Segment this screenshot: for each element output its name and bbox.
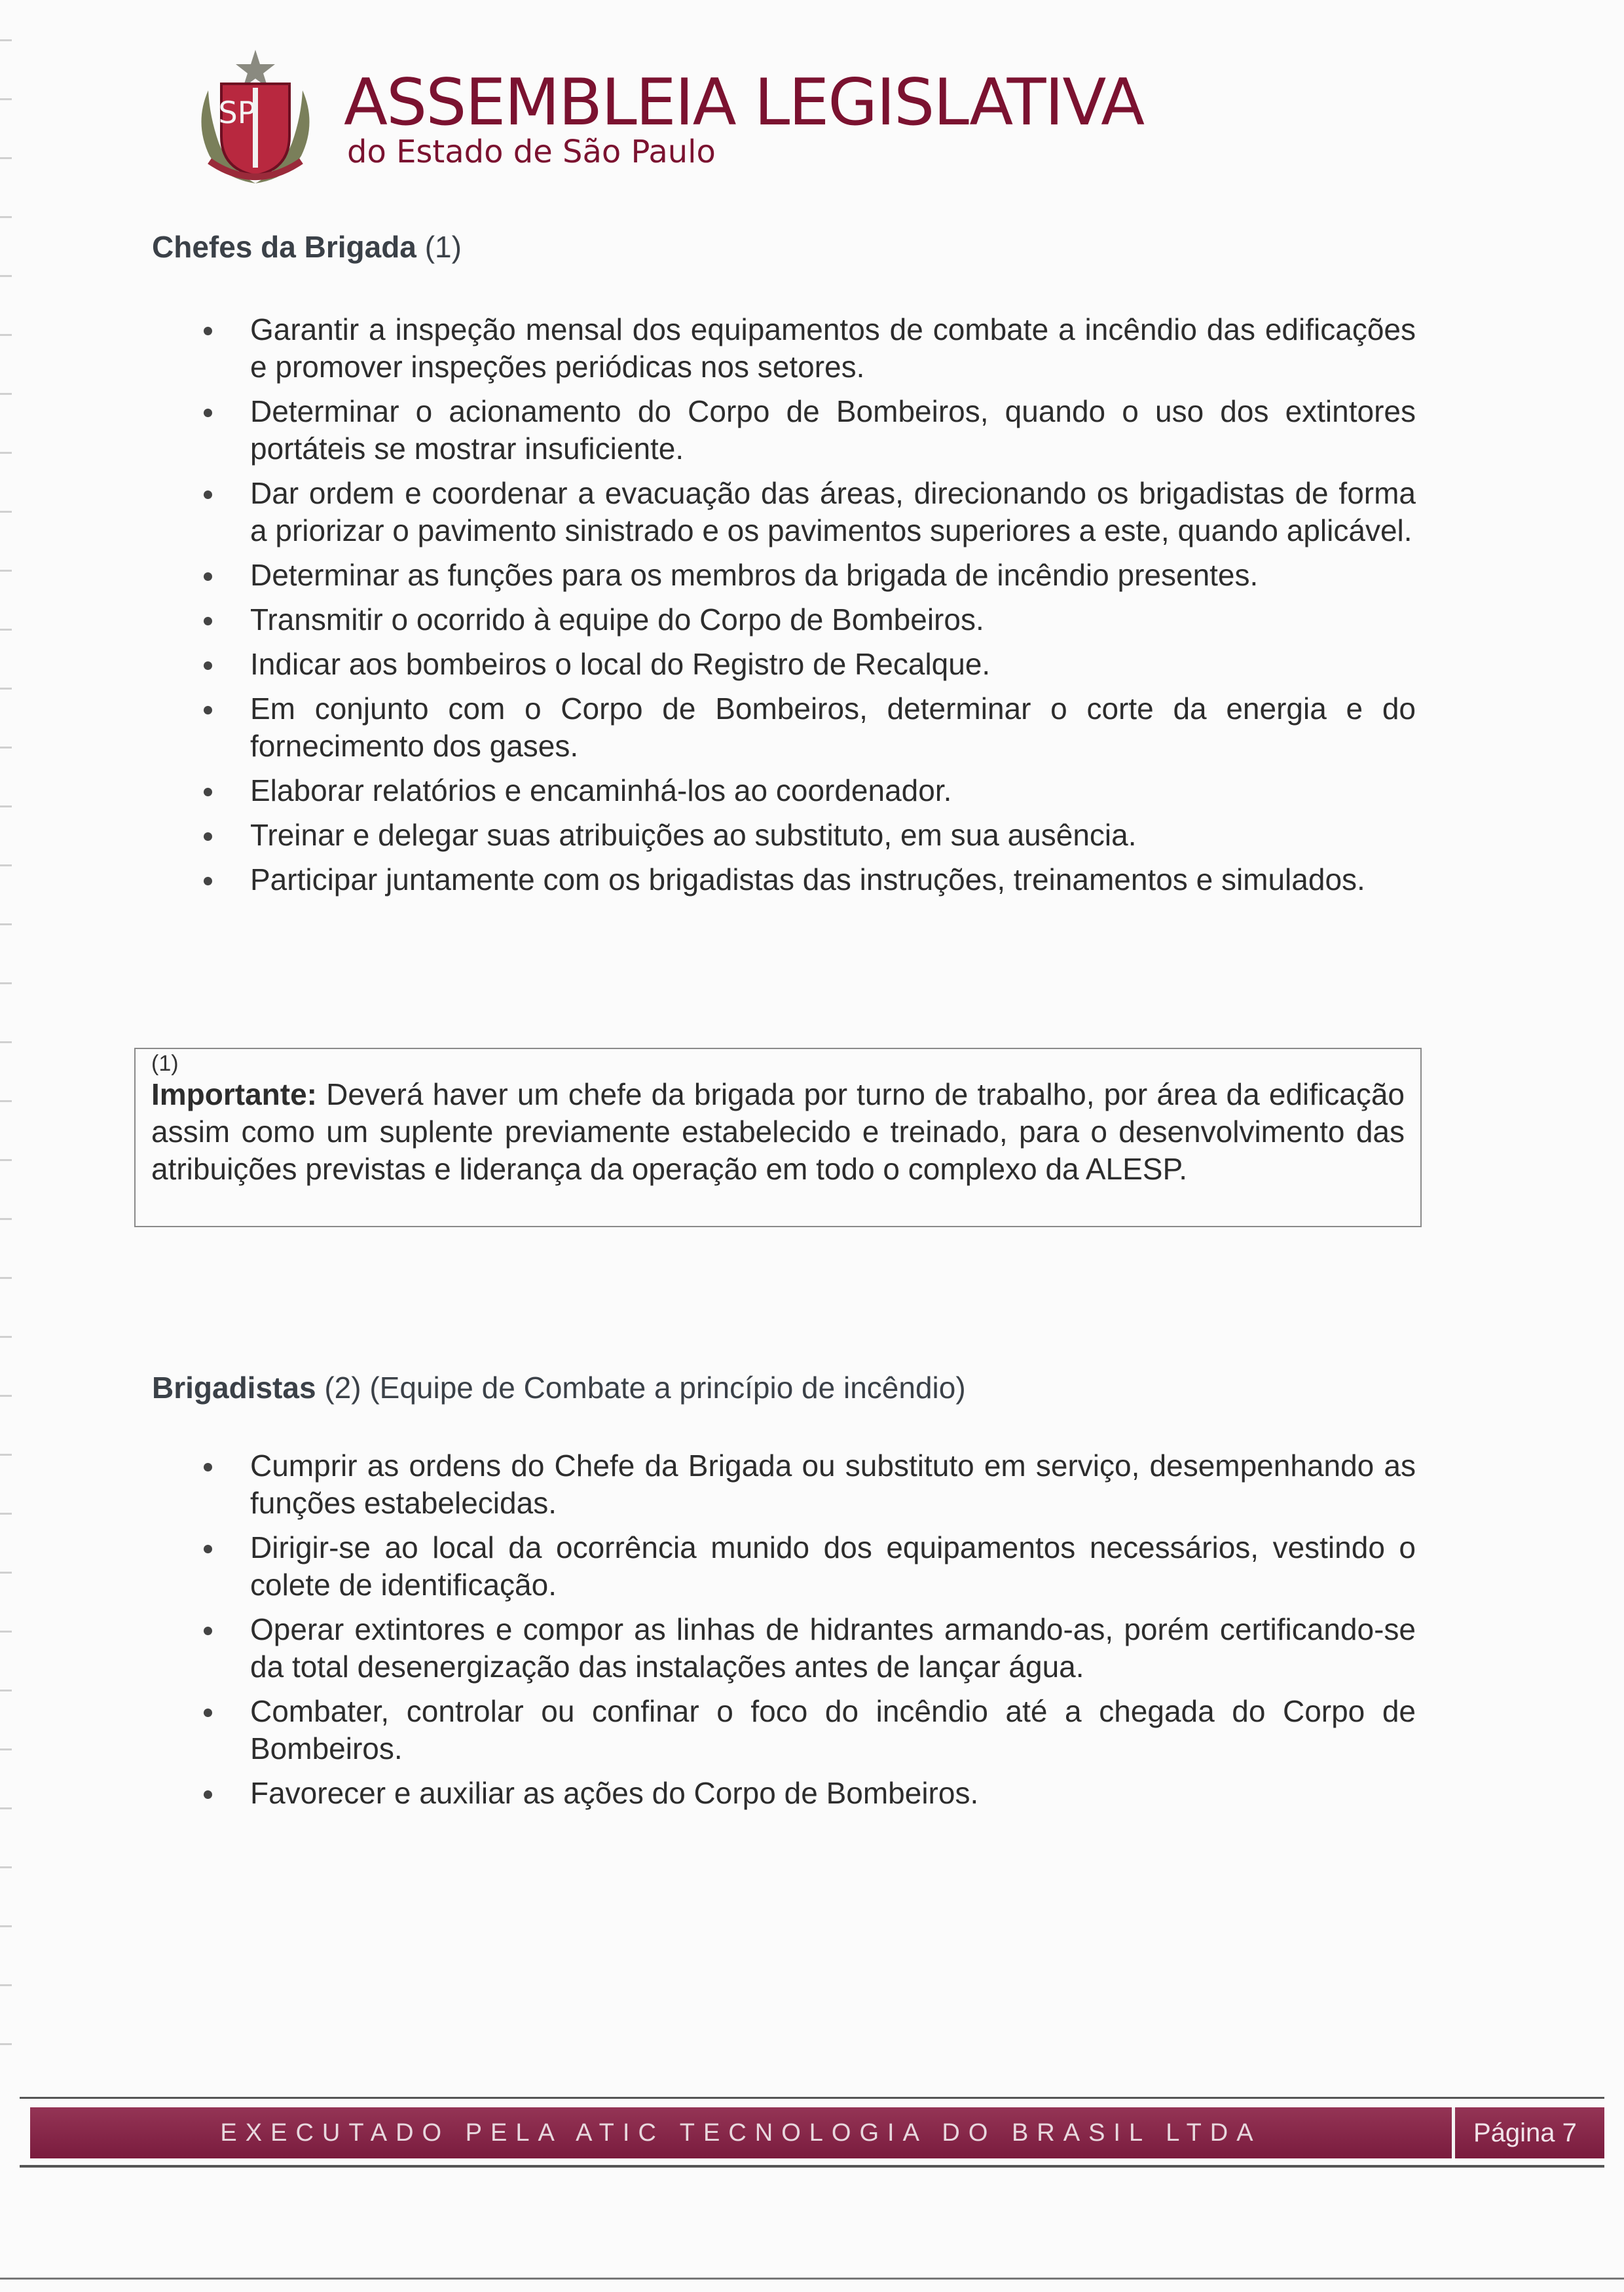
footer-band bbox=[30, 2107, 1604, 2158]
page-bottom-rule bbox=[0, 2278, 1624, 2280]
list-item: Combater, controlar ou confinar o foco do incêndio até a chegada do Corpo de Bombeiros. bbox=[196, 1693, 1416, 1767]
list-item: Dar ordem e coordenar a evacuação das áreas, direcionando os brigadistas de forma a priorizar o pavimento sinistrado e os pavimentos superiores a este, quando aplicável. bbox=[196, 475, 1416, 549]
list-item: Participar juntamente com os brigadistas das instruções, treinamentos e simulados. bbox=[196, 861, 1416, 898]
list-item: Transmitir o ocorrido à equipe do Corpo de Bombeiros. bbox=[196, 601, 1416, 638]
footer-rule-top bbox=[20, 2097, 1604, 2099]
list-item: Garantir a inspeção mensal dos equipamentos de combate a incêndio das edificações e promover inspeções periódicas nos setores. bbox=[196, 311, 1416, 386]
footnote-reference: (2) bbox=[324, 1371, 361, 1405]
document-header bbox=[190, 45, 1144, 202]
chefes-duties-list bbox=[196, 311, 1416, 906]
important-note-box bbox=[134, 1048, 1422, 1227]
page-number: Página 7 bbox=[1473, 2118, 1577, 2147]
section-heading-chefes bbox=[152, 229, 462, 265]
note-label: Importante: bbox=[151, 1077, 317, 1111]
footnote-reference: (1) bbox=[424, 230, 462, 264]
list-item: Determinar o acionamento do Corpo de Bombeiros, quando o uso dos extintores portáteis se mostrar insuficiente. bbox=[196, 393, 1416, 468]
footer-credit: EXECUTADO PELA ATIC TECNOLOGIA DO BRASIL LTDA bbox=[220, 2118, 1262, 2147]
section-title: Brigadistas bbox=[152, 1371, 316, 1405]
section-title: Chefes da Brigada bbox=[152, 230, 416, 264]
note-body bbox=[151, 1076, 1420, 1188]
list-item: Treinar e delegar suas atribuições ao substituto, em sua ausência. bbox=[196, 817, 1416, 854]
list-item: Favorecer e auxiliar as ações do Corpo de Bombeiros. bbox=[196, 1775, 1416, 1812]
note-number: (1) bbox=[151, 1051, 179, 1076]
list-item: Elaborar relatórios e encaminhá-los ao coordenador. bbox=[196, 772, 1416, 809]
list-item: Indicar aos bombeiros o local do Registro de Recalque. bbox=[196, 646, 1416, 683]
institution-name: ASSEMBLEIA LEGISLATIVA bbox=[344, 65, 1144, 140]
binding-margin-marks bbox=[0, 0, 20, 2292]
brigadistas-duties-list bbox=[196, 1447, 1416, 1819]
section-subtitle: (Equipe de Combate a princípio de incêndio) bbox=[369, 1371, 966, 1405]
note-text: Deverá haver um chefe da brigada por turno de trabalho, por área da edificação assim como um suplente previamente estabelecido e treinado, para o desenvolvimento das atribuições previstas e liderança da operação em todo o complexo da ALESP. bbox=[151, 1077, 1405, 1186]
svg-text:SP: SP bbox=[218, 95, 256, 130]
list-item: Cumprir as ordens do Chefe da Brigada ou substituto em serviço, desempenhando as funções estabelecidas. bbox=[196, 1447, 1416, 1522]
list-item: Determinar as funções para os membros da brigada de incêndio presentes. bbox=[196, 557, 1416, 594]
section-heading-brigadistas bbox=[152, 1370, 966, 1405]
sao-paulo-seal-logo bbox=[190, 45, 321, 189]
footer-rule-bottom bbox=[20, 2165, 1604, 2168]
institution-subtitle: do Estado de São Paulo bbox=[347, 134, 716, 170]
list-item: Operar extintores e compor as linhas de hidrantes armando-as, porém certificando-se da total desenergização das instalações antes de lançar água. bbox=[196, 1611, 1416, 1686]
list-item: Em conjunto com o Corpo de Bombeiros, determinar o corte da energia e do fornecimento dos gases. bbox=[196, 690, 1416, 765]
list-item: Dirigir-se ao local da ocorrência munido dos equipamentos necessários, vestindo o colete de identificação. bbox=[196, 1529, 1416, 1604]
